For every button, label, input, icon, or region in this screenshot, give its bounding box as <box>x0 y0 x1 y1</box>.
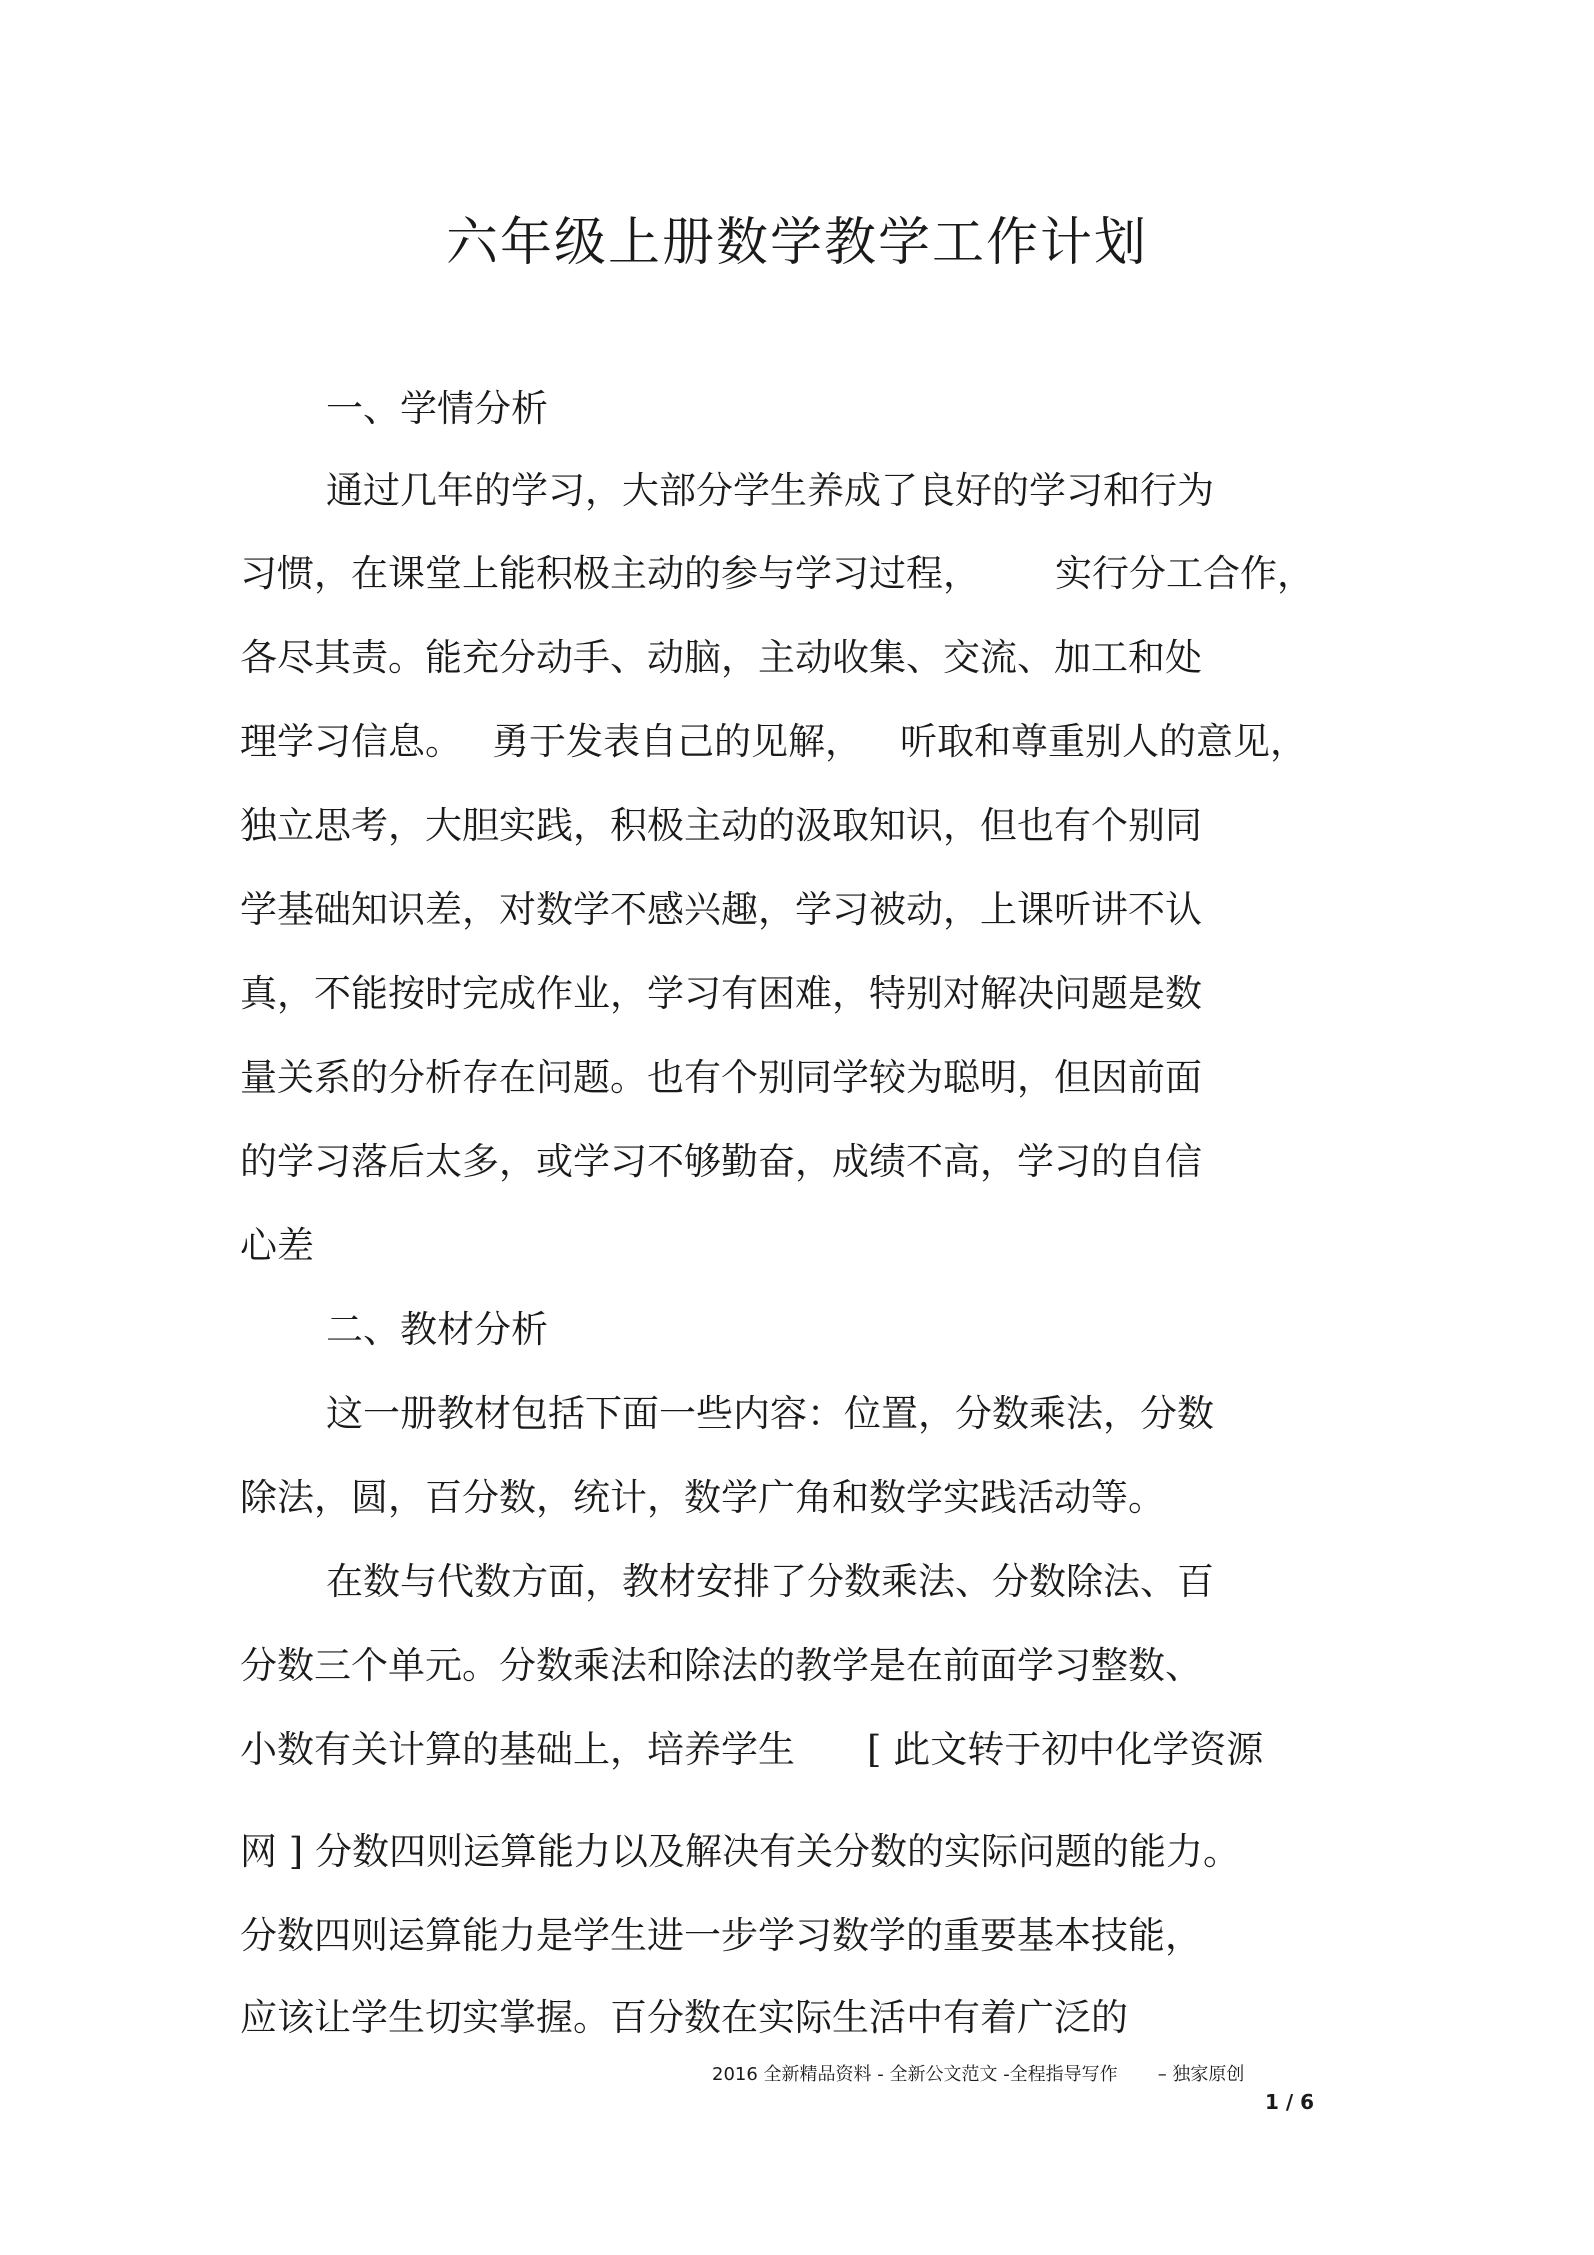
paragraph-line: 除法，圆，百分数，统计，数学广角和数学实践活动等。 <box>240 1476 1165 1519</box>
paragraph-line: 学基础知识差，对数学不感兴趣，学习被动，上课听讲不认 <box>240 888 1202 931</box>
footer-note <box>0 2060 1594 2086</box>
paragraph-line: 的学习落后太多，或学习不够勤奋，成绩不高，学习的自信 <box>240 1140 1202 1183</box>
paragraph-line: 通过几年的学习，大部分学生养成了良好的学习和行为 <box>326 469 1214 512</box>
paragraph-line: 分数三个单元。分数乘法和除法的教学是在前面学习整数、 <box>240 1644 1202 1687</box>
text-span: 习惯，在课堂上能积极主动的参与学习过程， <box>240 552 980 595</box>
paragraph-line: 各尽其责。能充分动手、动脑，主动收集、交流、加工和处 <box>240 636 1202 679</box>
text-span: 勇于发表自己的见解， <box>492 720 862 763</box>
paragraph-line: 真，不能按时完成作业，学习有困难，特别对解决问题是数 <box>240 972 1202 1015</box>
section-heading-2: 二、教材分析 <box>326 1308 548 1351</box>
paragraph-line <box>240 1724 1370 1776</box>
paragraph-line: 量关系的分析存在问题。也有个别同学较为聪明，但因前面 <box>240 1056 1202 1099</box>
paragraph-line <box>240 716 1370 768</box>
text-span: 听取和尊重别人的意见， <box>900 720 1307 763</box>
paragraph-line: 心差 <box>240 1224 314 1267</box>
paragraph-line: 分数四则运算能力是学生进一步学习数学的重要基本技能， <box>240 1914 1202 1957</box>
paragraph-line: 独立思考，大胆实践，积极主动的汲取知识，但也有个别同 <box>240 804 1202 847</box>
text-span: [ 此文转于初中化学资源 <box>867 1728 1264 1771</box>
paragraph-line: 在数与代数方面，教材安排了分数乘法、分数除法、百 <box>326 1560 1214 1603</box>
paragraph-line: 网 ] 分数四则运算能力以及解决有关分数的实际问题的能力。 <box>240 1830 1240 1873</box>
footer-text-a: 2016 全新精品资料 - 全新公文范文 -全程指导写作 <box>712 2064 1118 2085</box>
paragraph-line: 应该让学生切实掌握。百分数在实际生活中有着广泛的 <box>240 1996 1128 2039</box>
footer-text-b: – 独家原创 <box>1157 2064 1245 2085</box>
section-heading-1: 一、学情分析 <box>326 387 548 430</box>
text-span: 小数有关计算的基础上，培养学生 <box>240 1728 795 1771</box>
page-number: 1 / 6 <box>1265 2090 1315 2114</box>
document-title: 六年级上册数学教学工作计划 <box>445 213 1148 273</box>
text-span: 理学习信息。 <box>240 720 462 763</box>
paragraph-line: 这一册教材包括下面一些内容：位置，分数乘法，分数 <box>326 1392 1214 1435</box>
paragraph-line <box>240 548 1370 600</box>
text-span: 实行分工合作， <box>1055 552 1314 595</box>
